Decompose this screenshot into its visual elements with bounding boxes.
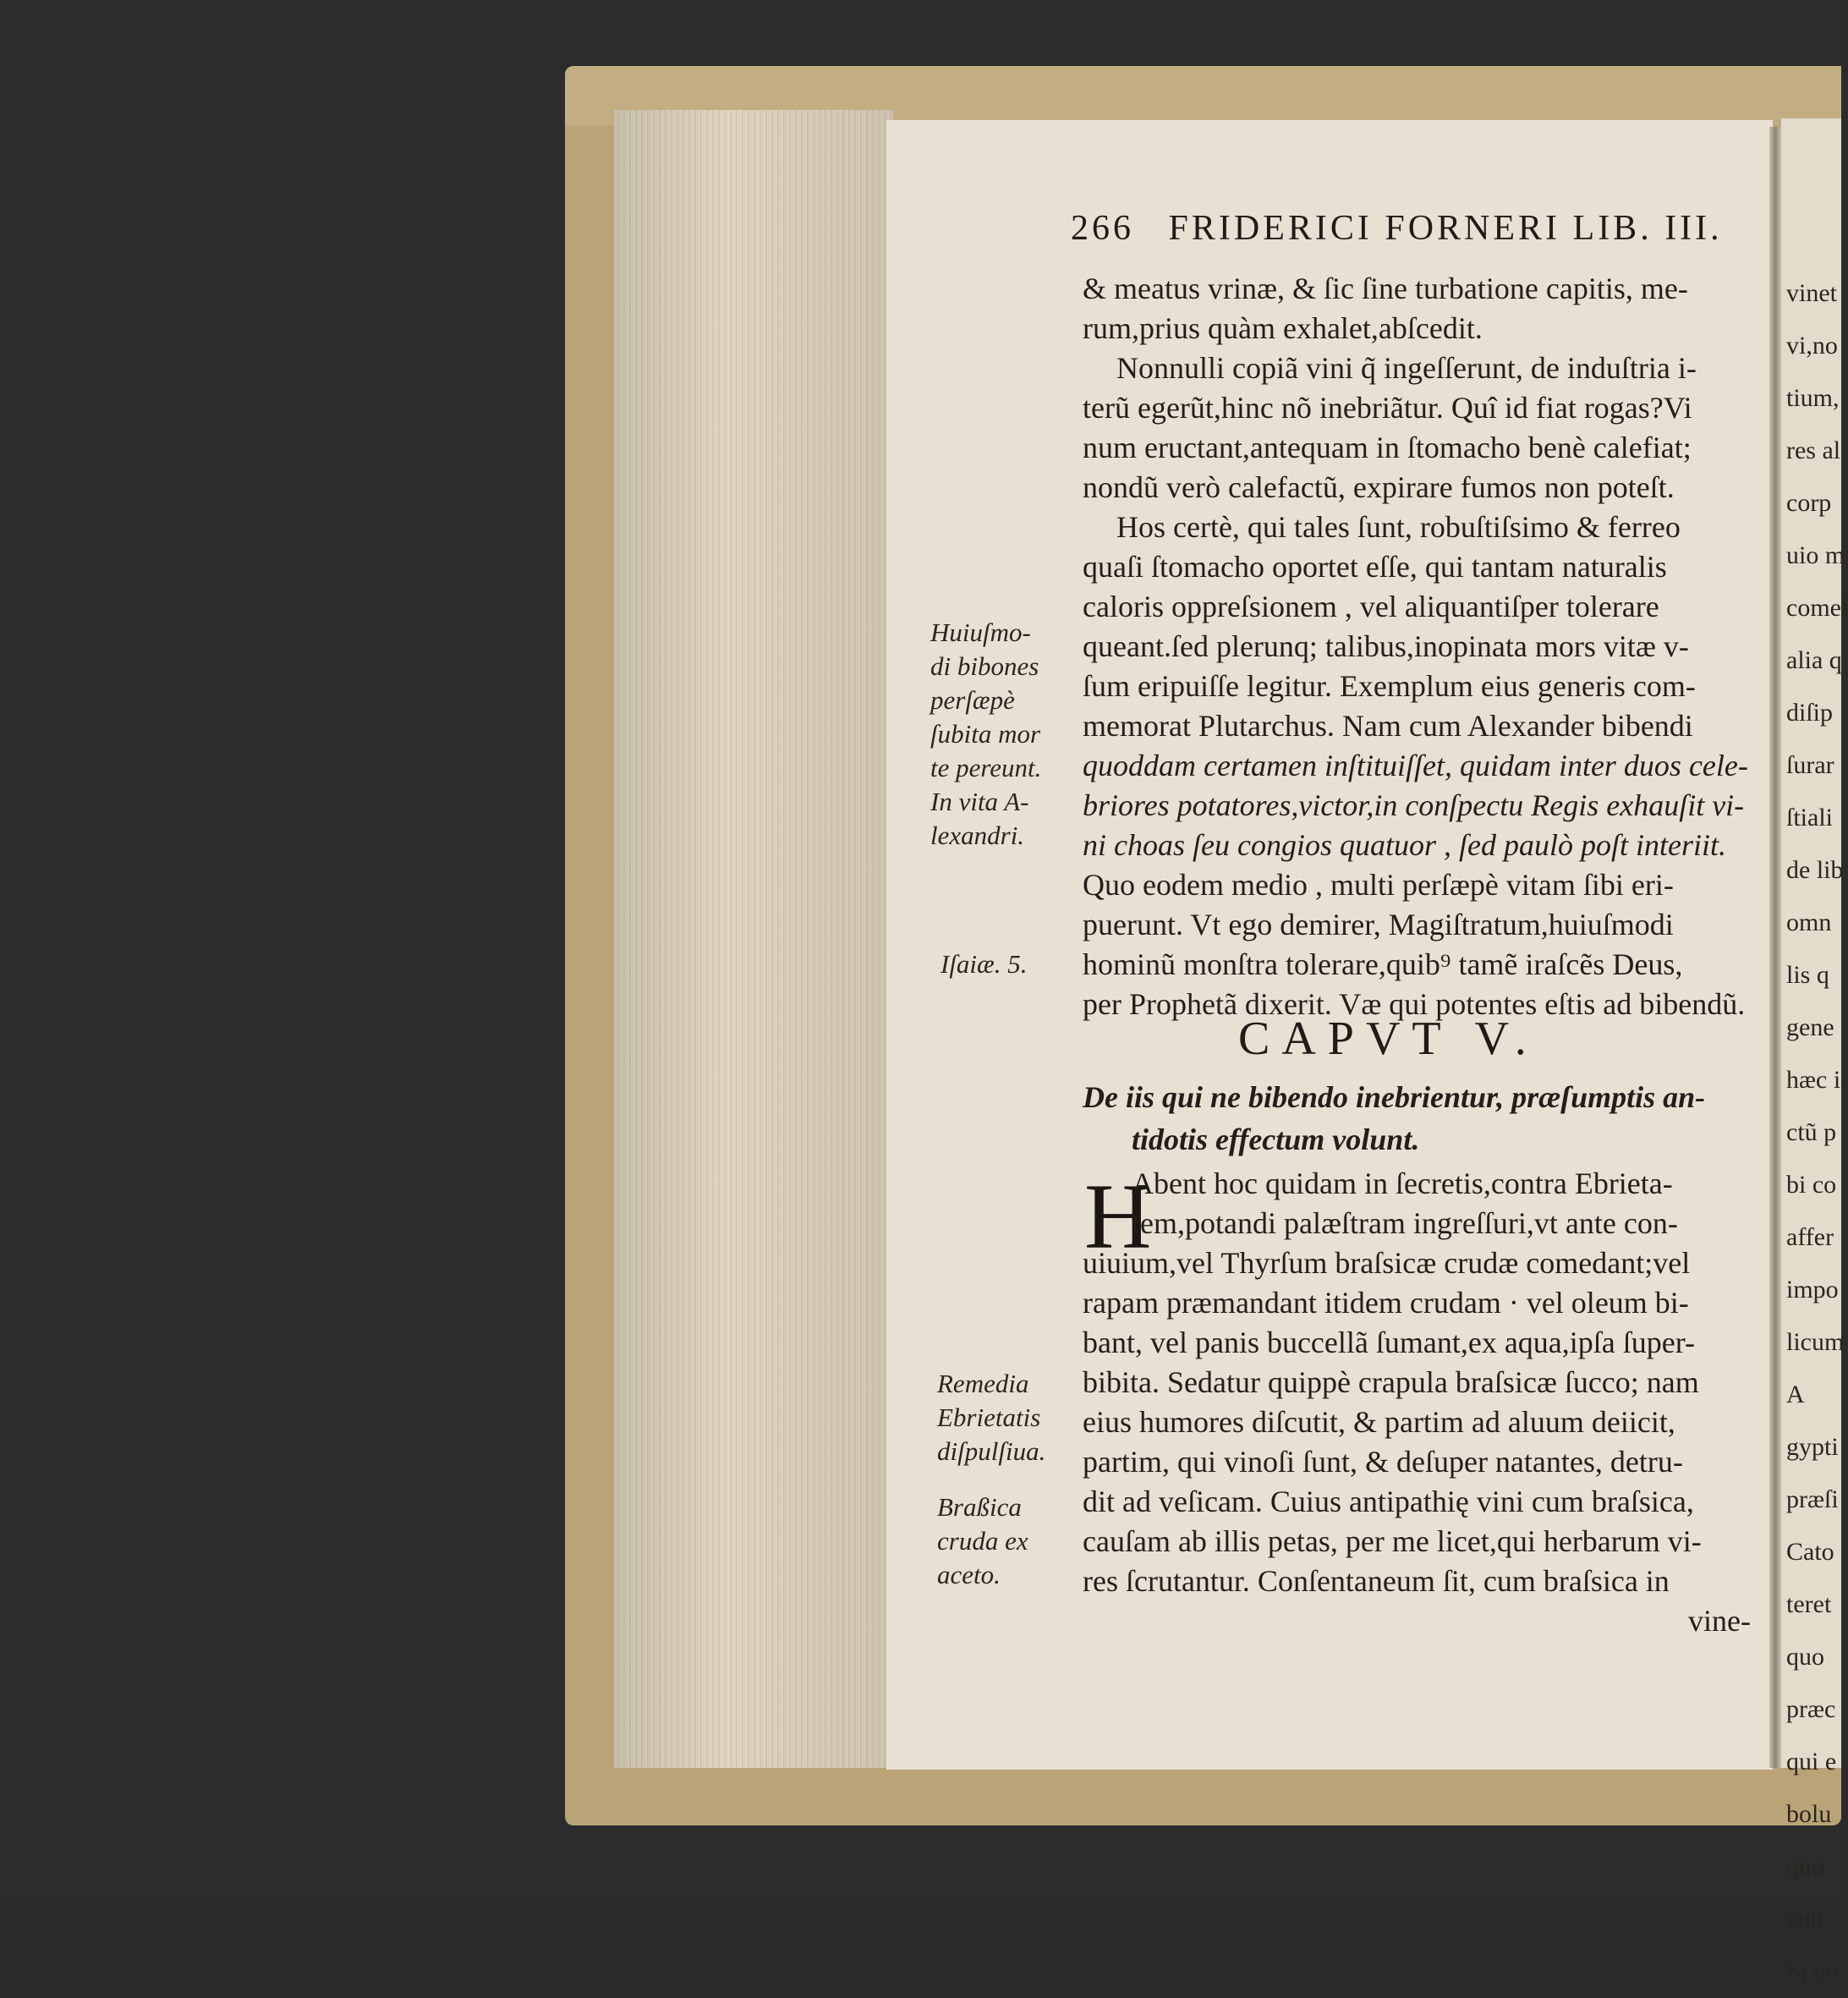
facing-page-line: quo — [1786, 1853, 1824, 1880]
text-line: tem,potandi palæſtram ingreſſuri,vt ante con- — [1132, 1206, 1678, 1240]
text-line: quoddam certamen inſtituiſſet, quidam inter duos cele- — [1083, 749, 1748, 782]
facing-page-line: licum — [1786, 1328, 1845, 1356]
facing-page-line: bolu — [1786, 1800, 1832, 1828]
margin-note-line: Huiuſmo- — [930, 618, 1031, 647]
margin-note-line: Remedia — [937, 1369, 1029, 1398]
facing-page-line: ſurar — [1786, 751, 1834, 779]
facing-page-line: præc — [1786, 1695, 1836, 1723]
page-number: 266 — [1071, 209, 1134, 248]
facing-page-line: impo — [1786, 1276, 1839, 1304]
running-head — [1071, 208, 1756, 250]
facing-page-line: corp — [1786, 489, 1832, 517]
facing-page-line: vinet — [1786, 279, 1837, 307]
margin-note-line: lexandri. — [930, 821, 1025, 850]
text-line: per Prophetã dixerit. Væ qui potentes eſtis ad bibendũ. — [1083, 987, 1746, 1021]
margin-note-line: aceto. — [937, 1560, 1001, 1589]
text-line: & meatus vrinæ, & ſic ſine turbatione capitis, me- — [1083, 272, 1688, 305]
text-line: rum,prius quàm exhalet,abſcedit. — [1083, 311, 1483, 345]
facing-page-line: præſi — [1786, 1485, 1839, 1513]
facing-page-line: hæc i — [1786, 1066, 1841, 1094]
facing-page-line: tium, — [1786, 384, 1840, 412]
facing-page-line: A — [1786, 1380, 1805, 1408]
facing-page-line: omn — [1786, 908, 1832, 936]
text-line: eius humores diſcutit, & partim ad aluum deiicit, — [1083, 1405, 1675, 1439]
margin-note — [937, 1490, 1028, 1592]
facing-page-line: alia q — [1786, 646, 1842, 674]
page-block-shadow — [614, 110, 893, 1768]
subtitle-line: De iis qui ne bibendo inebrientur, præſumptis an- — [1083, 1080, 1706, 1114]
book-gutter — [1769, 127, 1781, 1768]
text-line: puerunt. Vt ego demirer, Magiſtratum,huiuſmodi — [1083, 908, 1674, 941]
catchword: vine- — [1688, 1604, 1751, 1638]
text-line: caloris oppreſsionem , vel aliquantiſper tolerare — [1083, 590, 1659, 623]
text-line: Nonnulli copiã vini q̃ ingeſſerunt, de induſtria i- — [1116, 351, 1697, 385]
margin-note-line: Braßica — [937, 1492, 1022, 1522]
facing-page-line: bi co — [1786, 1171, 1837, 1199]
text-line: bant, vel panis buccellã ſumant,ex aqua,ipſa ſuper- — [1083, 1326, 1696, 1359]
facing-page — [1781, 118, 1848, 1985]
chapter-heading: CAPVT V. — [1238, 1013, 1538, 1065]
facing-page-fragments — [1781, 118, 1848, 1998]
facing-page-line: comeſ — [1786, 594, 1848, 622]
text-line: ſum eripuiſſe legitur. Exemplum eius generis com- — [1083, 669, 1696, 703]
margin-note-line: di bibones — [930, 651, 1039, 681]
facing-page-line: Si co — [1786, 1957, 1838, 1985]
text-line: res ſcrutantur. Conſentaneum ſit, cum braſsica in — [1083, 1564, 1670, 1598]
facing-page-line: diſip — [1786, 699, 1834, 727]
facing-page-line: qui e — [1786, 1748, 1837, 1776]
text-line: rapam præmandant itidem crudam · vel oleum bi- — [1083, 1286, 1689, 1320]
margin-note-line: diſpulſiua. — [937, 1436, 1046, 1466]
chapter-subtitle — [1083, 1076, 1768, 1161]
facing-page-line: teret — [1786, 1590, 1832, 1618]
running-title: FRIDERICI FORNERI LIB. III. — [1168, 209, 1723, 248]
facing-page-line: Cato — [1786, 1538, 1834, 1566]
facing-page-line: gypti — [1786, 1433, 1839, 1461]
margin-note — [930, 616, 1041, 853]
text-line: uiuium,vel Thyrſum braſsicæ crudæ comedant;vel — [1083, 1246, 1691, 1280]
text-line: ni choas ſeu congios quatuor , ſed paulò poſt interiit. — [1083, 828, 1726, 862]
facing-page-line: affer — [1786, 1223, 1834, 1251]
main-text — [1083, 269, 1768, 1024]
text-line: bibita. Sedatur quippè crapula braſsicæ ſucco; nam — [1083, 1365, 1699, 1399]
chapter-text — [1083, 1164, 1768, 1641]
facing-page-line: enſi — [1786, 1905, 1824, 1933]
margin-note — [937, 1367, 1045, 1468]
margin-note-line: perſæpè — [930, 685, 1015, 715]
subtitle-line: tidotis effectum volunt. — [1132, 1123, 1420, 1156]
facing-page-line: vi,no — [1786, 332, 1838, 360]
margin-note-line: cruda ex — [937, 1526, 1028, 1556]
margin-note-line: Ebrietatis — [937, 1402, 1041, 1432]
text-line: num eructant,antequam in ſtomacho benè calefiat; — [1083, 431, 1692, 464]
facing-page-line: de lib — [1786, 856, 1844, 884]
text-line: queant.ſed plerunq; talibus,inopinata mors vitæ v- — [1083, 629, 1689, 663]
facing-page-line: ſtiali — [1786, 804, 1833, 832]
facing-page-line: ctũ p — [1786, 1118, 1837, 1146]
margin-note — [940, 947, 1027, 981]
text-line: partim, qui vinoſi ſunt, & deſuper natantes, detru- — [1083, 1445, 1683, 1479]
text-line: quaſi ſtomacho oportet eſſe, qui tantam naturalis — [1083, 550, 1667, 584]
text-line: Hos certè, qui tales ſunt, robuſtiſsimo & ferreo — [1116, 510, 1681, 544]
text-line: Abent hoc quidam in ſecretis,contra Ebrieta- — [1132, 1166, 1673, 1200]
margin-note-line: ſubita mor — [930, 719, 1041, 749]
margin-note-line: Iſaiæ. 5. — [940, 949, 1028, 979]
facing-page-line: quo — [1786, 1643, 1824, 1671]
drop-cap: H — [1084, 1165, 1152, 1268]
text-line: cauſam ab illis petas, per me licet,qui herbarum vi- — [1083, 1524, 1702, 1558]
text-line: hominũ monſtra tolerare,quib⁹ tamẽ iraſcẽs Deus, — [1083, 947, 1683, 981]
text-line: nondũ verò calefactũ, expirare fumos non poteſt. — [1083, 470, 1675, 504]
margin-note-line: te pereunt. — [930, 753, 1042, 782]
text-line: memorat Plutarchus. Nam cum Alexander bibendi — [1083, 709, 1693, 743]
text-line: dit ad veſicam. Cuius antipathię vini cum braſsica, — [1083, 1485, 1694, 1518]
text-line: terũ egerũt,hinc nõ inebriãtur. Quî id fiat rogas?Vi — [1083, 391, 1692, 425]
facing-page-line: uio m — [1786, 541, 1845, 569]
text-line: briores potatores,victor,in conſpectu Regis exhauſit vi- — [1083, 788, 1745, 822]
margin-note-line: In vita A- — [930, 787, 1029, 816]
facing-page-line: gene — [1786, 1013, 1834, 1041]
facing-page-line: lis q — [1786, 961, 1829, 989]
text-line: Quo eodem medio , multi perſæpè vitam ſibi eri- — [1083, 868, 1674, 902]
facing-page-line: res al — [1786, 436, 1841, 464]
